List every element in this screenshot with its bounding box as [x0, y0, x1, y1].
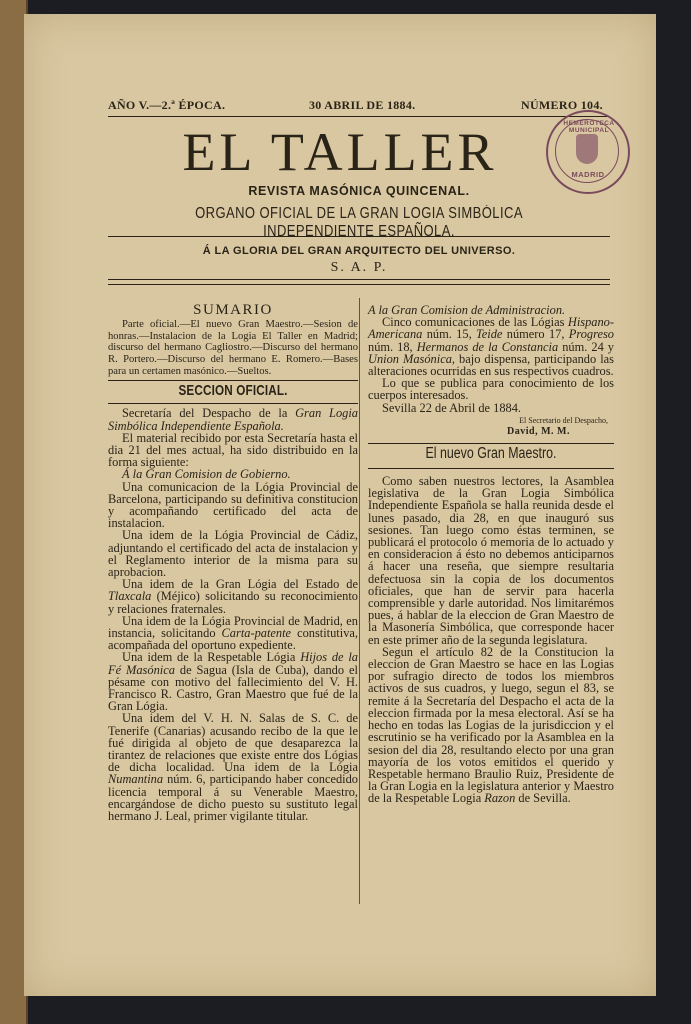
stamp-top-text: HEMEROTECA MUNICIPAL: [563, 120, 615, 134]
issue-year: AÑO V.—2.ª ÉPOCA.: [108, 98, 226, 112]
newspaper-page: [24, 14, 656, 996]
left-column: [108, 304, 358, 822]
issue-number: NÚMERO 104.: [521, 98, 603, 112]
masthead-bottom-rule: [108, 279, 610, 280]
seccion-paragraph: Una idem de la Lógia Provincial de Cádiz, adjuntando el certificado del acta de instalacion y el Reglamento interior de la misma para su aprobacion.: [108, 528, 358, 580]
sumario-text: Parte oficial.—El nuevo Gran Maestro.—Sesion de honras.—Instalacion de la Logia El Taller en Madrid; discurso del hermano Cagliostro.—Discurso del hermano R. Portero.—Discurso del hermano E. Romero.—Bases para un certamen masónico.—Sueltos.: [108, 319, 358, 377]
article-paragraph: Segun el artículo 82 de la Constitucion la eleccion de Gran Maestro se hace en las Logias por sufragio directo de todos los miembros activos de sus cuadros, y luego, segun el 83, se remite á la Secretaría del Despacho el acta de la eleccion firmada por la mesa electoral. Así se ha hecho en todas las Logias de la jurisdiccion y el escrutinio se ha verificado por la Asamblea en la sesion del dia 28, resultando electo por una gran mayoría de los votos emitidos el querido y Respetable hermano Braulio Ruiz, Presidente de la Gran Logia en la legislatura anterior y Maestro de la Respetable Logia Razon de Sevilla.: [368, 644, 614, 806]
section-rule: [108, 380, 358, 381]
seccion-paragraph: Una idem de la Respetable Lógia Hijos de la Fé Masónica de Sagua (Isla de Cuba), dando el pésame con motivo del fallecimiento del V. H. Francisco R. Castro, Gran Maestro que fué de la Gran Lógia.: [108, 650, 358, 714]
admin-date: Sevilla 22 de Abril de 1884.: [382, 400, 522, 415]
section-rule-thin: [108, 403, 358, 404]
article-paragraph: Como saben nuestros lectores, la Asamblea legislativa de la Gran Logia Simbólica Independiente Española se halla reunida desde el lunes pasado, dia 28, en que inauguró sus sesiones. Tan luego como éstas terminen, se publicará el protocolo ó memoria de lo actuado y en consideracion á ésto no debemos anticiparnos á hacer una reseña, que siempre resultaria defectuosa sin la copia de los documentos oficiales, que han de servir para hacerla comprensible y darle autoridad. Nos limitarémos pues, á hablar de la eleccion de Gran Maestro de la Masonería Simbólica, que corresponde hacer en este primer año de la segunda legislatura.: [368, 474, 614, 647]
coat-of-arms-icon: [576, 134, 598, 164]
admin-paragraph: Cinco comunicaciones de las Lógias Hispano-Americana núm. 15, Teide número 17, Progreso núm. 18, Hermanos de la Constancia núm. 24 y Union Masónica, bajo dispensa, participando las alteraciones ocurridas en sus respectivos cuadros.: [368, 315, 614, 379]
seccion-paragraph: Una idem de la Gran Lógia del Estado de Tlaxcala (Méjico) solicitando su reconocimiento y relaciones fraternales.: [108, 577, 358, 616]
masthead-title: EL TALLER: [182, 122, 498, 182]
masthead-bottom-rule-thin: [108, 284, 610, 285]
nuevo-heading: El nuevo Gran Maestro.: [425, 444, 557, 462]
section-rule-thin: [368, 468, 614, 469]
library-stamp: [546, 110, 630, 194]
signature-role: El Secretario del Despacho,: [519, 415, 608, 425]
issue-date: 30 ABRIL DE 1884.: [309, 98, 416, 112]
masthead-subtitle: REVISTA MASÓNICA QUINCENAL.: [248, 184, 470, 198]
signature-name: David, M. M.: [507, 425, 570, 437]
admin-paragraph: Lo que se publica para conocimiento de los cuerpos interesados.: [368, 376, 614, 403]
seccion-heading: SECCION OFICIAL.: [178, 382, 288, 400]
section-rule: [368, 443, 614, 444]
admin-subheading: A la Gran Comision de Administracion.: [368, 303, 566, 317]
seccion-paragraph: El material recibido por esta Secretaría hasta el dia 21 del mes actual, ha sido distribuido en la forma siguiente:: [108, 430, 358, 470]
column-divider: [359, 298, 360, 904]
header-rule: [108, 116, 610, 117]
seccion-paragraph: Una idem del V. H. N. Salas de S. C. de Tenerife (Canarias) acusando recibo de la que le fué dirigida al objeto de que desaparezca la tirantez de relaciones que existe entre dos Lógias de dicha localidad. Una idem de la Lógia Numantina núm. 6, participando haber concedido licencia temporal á su Venerable Maestro, encargándose de dicho puesto su sustituto legal hermano J. Leal, primer vigilante titular.: [108, 711, 358, 824]
sumario-heading: SUMARIO: [193, 302, 273, 318]
sap-motto: S. A. P.: [330, 260, 388, 275]
seccion-intro: Secretaría del Despacho de la Gran Logia Simbólica Independiente Española.: [108, 406, 358, 433]
dedication: Á LA GLORIA DEL GRAN ARQUITECTO DEL UNIVERSO.: [202, 245, 516, 257]
masthead-rule: [108, 236, 610, 237]
seccion-subheading: Á la Gran Comision de Gobierno.: [122, 467, 291, 482]
seccion-paragraph: Una idem de la Lógia Provincial de Madrid, en instancia, solicitando Carta-patente constitutiva, acompañada del oportuno expediente.: [108, 613, 358, 653]
seccion-paragraph: Una comunicacion de la Lógia Provincial de Barcelona, participando su definitiva constitucion y acompañando certificado del acta de instalacion.: [108, 479, 358, 531]
stamp-bottom-text: MADRID: [571, 170, 605, 179]
right-column: [368, 304, 614, 805]
masthead-organ: ORGANO OFICIAL DE LA GRAN LOGIA SIMBÓLICA INDEPENDIENTE ESPAÑOLA.: [195, 205, 523, 240]
